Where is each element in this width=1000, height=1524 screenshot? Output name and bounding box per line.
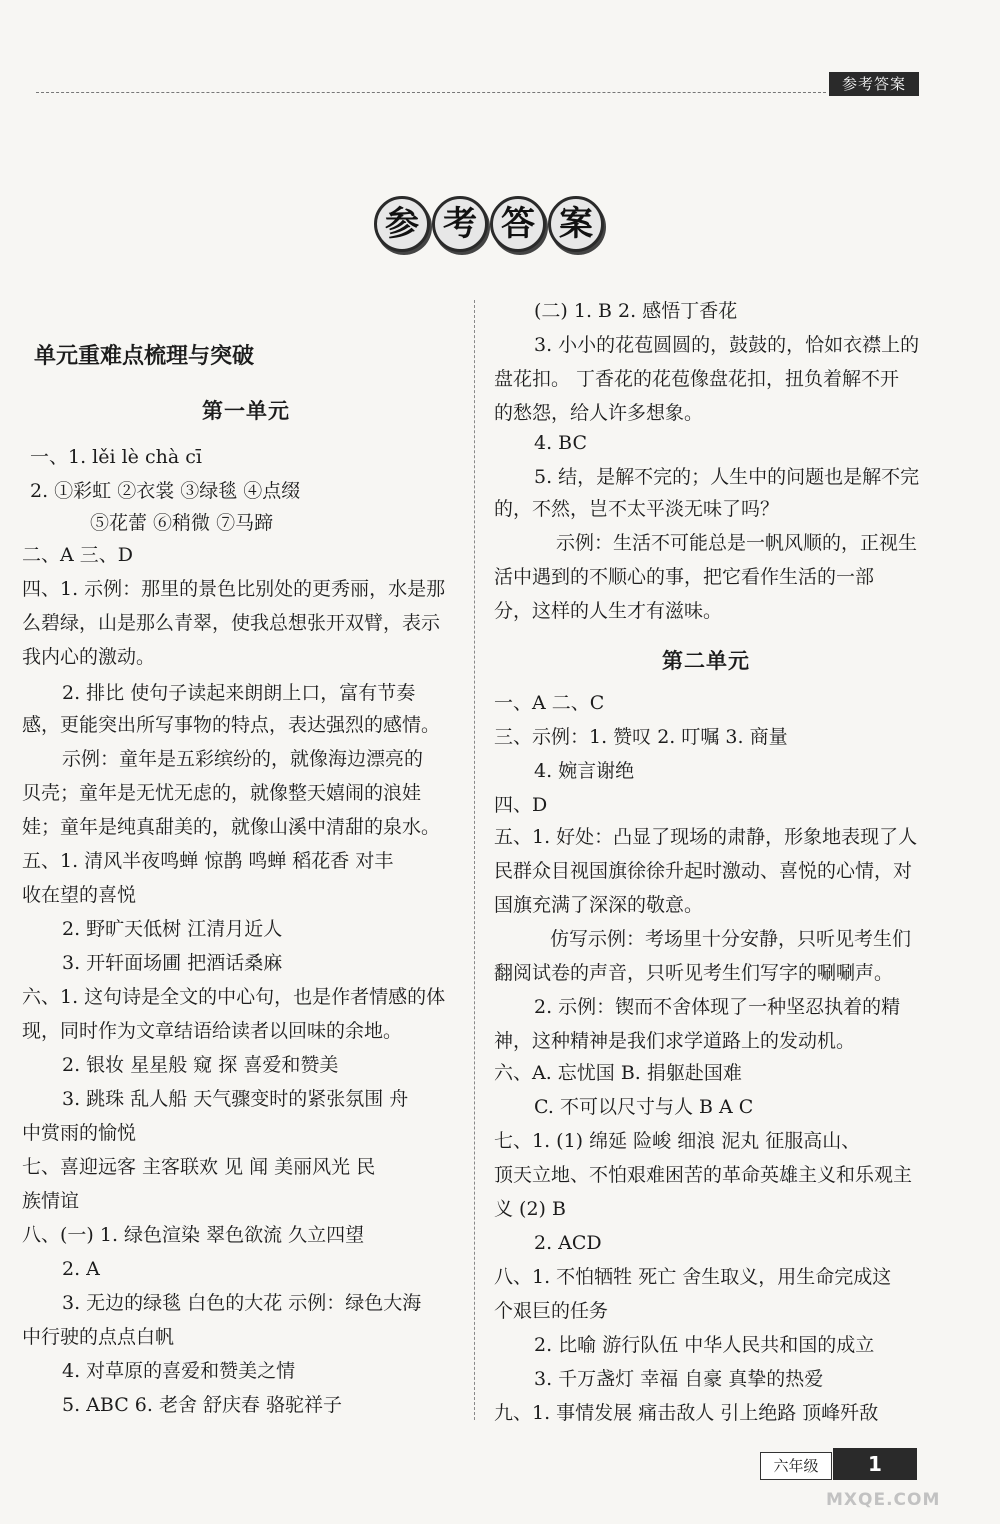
answer-line: 分，这样的人生才有滋味。 [494, 600, 723, 622]
answer-line: 感，更能突出所写事物的特点，表达强烈的感情。 [22, 714, 441, 736]
answer-line: 顶天立地、不怕艰难困苦的革命英雄主义和乐观主 [494, 1164, 913, 1186]
answer-line: 2. ACD [534, 1232, 602, 1254]
answer-line: 2. 示例：锲而不舍体现了一种坚忍执着的精 [534, 996, 901, 1018]
answer-line: 3. 跳珠 乱人船 天气骤变时的紧张氛围 舟 [62, 1088, 409, 1110]
answer-line: 七、1. (1) 绵延 险峻 细浪 泥丸 征服高山、 [494, 1130, 861, 1152]
answer-line: 民群众目视国旗徐徐升起时激动、喜悦的心情，对 [494, 860, 913, 882]
answer-line: 九、1. 事情发展 痛击敌人 引上绝路 顶峰歼敌 [494, 1402, 879, 1424]
answer-line: 七、喜迎远客 主客联欢 见 闻 美丽风光 民 [22, 1156, 376, 1178]
answer-line: 5. ABC 6. 老舍 舒庆春 骆驼祥子 [62, 1394, 343, 1416]
answer-line: 三、示例：1. 赞叹 2. 叮嘱 3. 商量 [494, 726, 788, 748]
answer-line: 贝壳；童年是无忧无虑的，就像整天嬉闹的浪娃 [22, 782, 422, 804]
answer-line: 盘花扣。 丁香花的花苞像盘花扣，扭负着解不开 [494, 368, 900, 390]
answer-line: 义 (2) B [494, 1198, 566, 1220]
answer-line: 六、A. 忘忧国 B. 捐躯赴国难 [494, 1062, 742, 1084]
answer-line: 2. ①彩虹 ②衣裳 ③绿毯 ④点缀 [30, 480, 301, 502]
answer-line: (二) 1. B 2. 感悟丁香花 [534, 300, 738, 322]
answer-line: 五、1. 清风半夜鸣蝉 惊鹊 鸣蝉 稻花香 对丰 [22, 850, 394, 872]
answer-line: 族情谊 [22, 1190, 80, 1212]
answer-line: 娃；童年是纯真甜美的，就像山溪中清甜的泉水。 [22, 816, 441, 838]
answer-line: 2. 排比 使句子读起来朗朗上口，富有节奏 [62, 682, 416, 704]
answer-line: 3. 开轩面场圃 把酒话桑麻 [62, 952, 283, 974]
answer-line: 八、1. 不怕牺牲 死亡 舍生取义，用生命完成这 [494, 1266, 892, 1288]
answer-line: 2. 野旷天低树 江清月近人 [62, 918, 283, 940]
answer-line: 3. 小小的花苞圆圆的，鼓鼓的，恰如衣襟上的 [534, 334, 920, 356]
footer-grade: 六年级 [760, 1452, 832, 1480]
answer-line: 2. 比喻 游行队伍 中华人民共和国的成立 [534, 1334, 875, 1356]
answer-line: C. 不可以尺寸与人 B A C [534, 1096, 754, 1118]
answer-line: 六、1. 这句诗是全文的中心句，也是作者情感的体 [22, 986, 446, 1008]
answer-line: 仿写示例：考场里十分安静，只听见考生们 [550, 928, 912, 950]
answer-line: 2. A [62, 1258, 100, 1280]
answer-line: 4. BC [534, 432, 588, 454]
answer-line: 么碧绿，山是那么青翠，使我总想张开双臂，表示 [22, 612, 441, 634]
answer-line: 神，这种精神是我们求学道路上的发动机。 [494, 1030, 856, 1052]
answer-line: 一、1. lěi lè chà cī [30, 446, 202, 468]
unit-heading: 第二单元 [662, 648, 750, 673]
header-rule [36, 92, 826, 93]
answer-line: 3. 无边的绿毯 白色的大花 示例：绿色大海 [62, 1292, 422, 1314]
answer-line: 八、(一) 1. 绿色渲染 翠色欲流 久立四望 [22, 1224, 365, 1246]
title-char-2: 考 [432, 196, 488, 252]
answer-line: 我内心的激动。 [22, 646, 156, 668]
answer-line: 翻阅试卷的声音，只听见考生们写字的唰唰声。 [494, 962, 894, 984]
page-title [374, 196, 604, 252]
answer-line: 二、A 三、D [22, 544, 133, 566]
answer-line: 4. 对草原的喜爱和赞美之情 [62, 1360, 296, 1382]
answer-line: 的，不然，岂不太平淡无味了吗？ [494, 498, 780, 520]
answer-line: 活中遇到的不顺心的事，把它看作生活的一部 [494, 566, 875, 588]
unit-heading: 第一单元 [202, 398, 290, 423]
page-number: 1 [833, 1448, 917, 1480]
watermark: MXQE.COM [826, 1490, 941, 1510]
answer-line: 一、A 二、C [494, 692, 605, 714]
answer-line: 的愁怨，给人许多想象。 [494, 402, 704, 424]
answer-line: 5. 结，是解不完的；人生中的问题也是解不完 [534, 466, 920, 488]
title-char-4: 案 [548, 196, 604, 252]
answer-line: 示例：生活不可能总是一帆风顺的，正视生 [556, 532, 918, 554]
answer-line: 4. 婉言谢绝 [534, 760, 635, 782]
answer-line: 现，同时作为文章结语给读者以回味的余地。 [22, 1020, 403, 1042]
answer-line: 2. 银妆 星星般 窥 探 喜爱和赞美 [62, 1054, 339, 1076]
answer-line: 中赏雨的愉悦 [22, 1122, 137, 1144]
answer-line: 四、D [494, 794, 548, 816]
title-char-1: 参 [374, 196, 430, 252]
answer-line: 四、1. 示例：那里的景色比别处的更秀丽，水是那 [22, 578, 446, 600]
answer-line: 示例：童年是五彩缤纷的，就像海边漂亮的 [62, 748, 424, 770]
column-divider [474, 300, 475, 1420]
section-heading: 单元重难点梳理与突破 [34, 344, 255, 369]
answer-line: 中行驶的点点白帆 [22, 1326, 175, 1348]
answer-line: 五、1. 好处：凸显了现场的肃静，形象地表现了人 [494, 826, 918, 848]
answer-line: 3. 千万盏灯 幸福 自豪 真挚的热爱 [534, 1368, 824, 1390]
header-tag: 参考答案 [829, 72, 919, 96]
answer-line: 个艰巨的任务 [494, 1300, 609, 1322]
answer-line: 国旗充满了深深的敬意。 [494, 894, 704, 916]
title-char-3: 答 [490, 196, 546, 252]
answer-line: ⑤花蕾 ⑥稍微 ⑦马蹄 [90, 512, 274, 534]
answer-line: 收在望的喜悦 [22, 884, 137, 906]
